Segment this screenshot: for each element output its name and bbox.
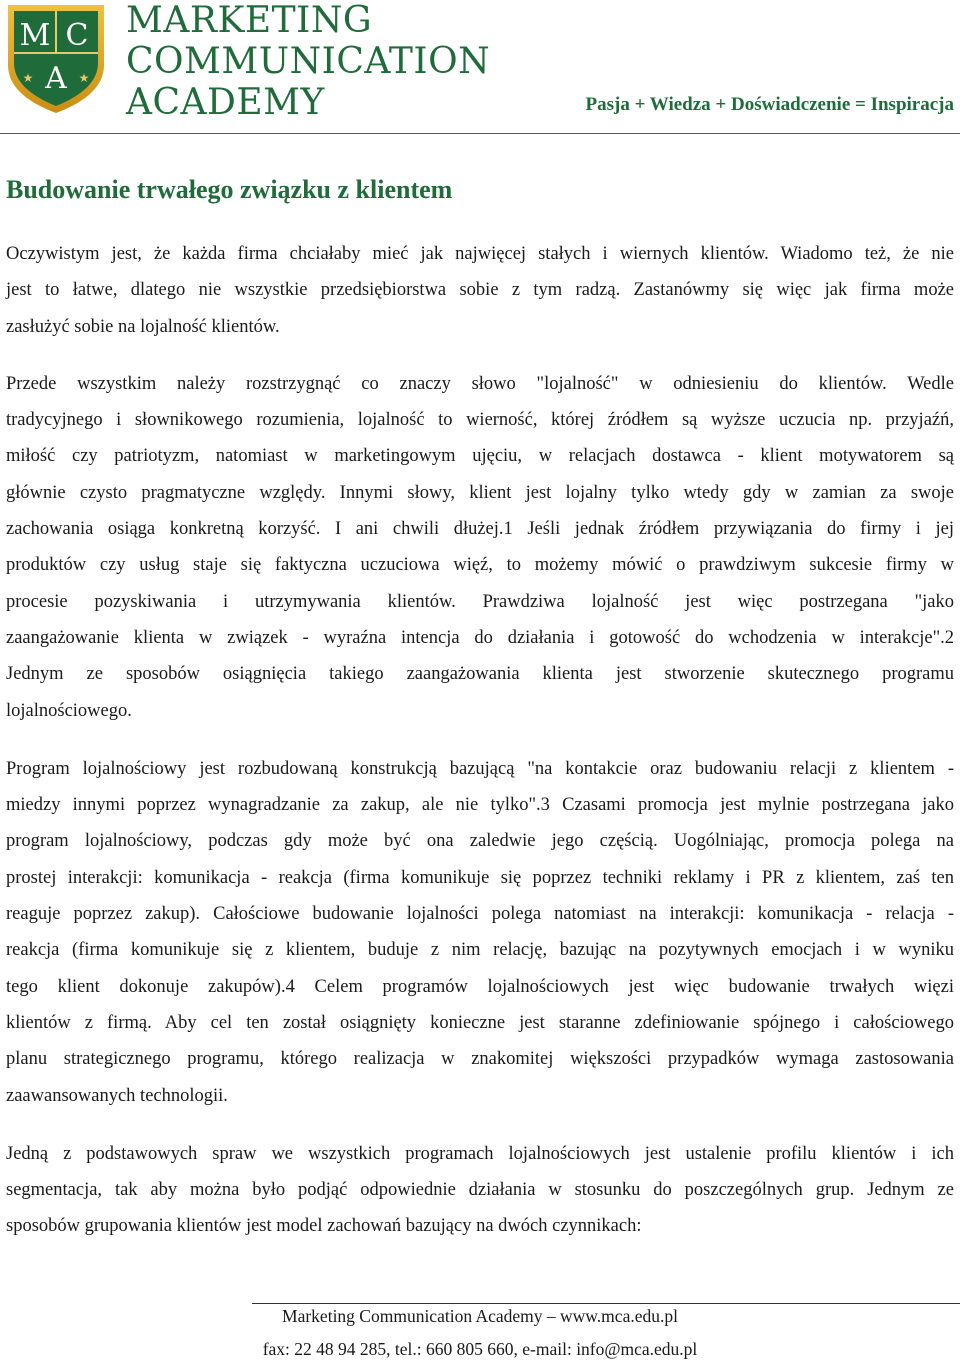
- logo-line-1: MARKETING: [126, 0, 373, 41]
- header-slogan: Pasja + Wiedza + Doświadczenie = Inspiracja: [585, 94, 954, 115]
- text-line: sposobów grupowania klientów jest model zachowań bazujący na dwóch czynnikach:: [6, 1216, 642, 1237]
- footer-line-2: fax: 22 48 94 285, tel.: 660 805 660, e-mail: info@mca.edu.pl: [262, 1339, 698, 1359]
- paragraph: [6, 1136, 954, 1245]
- text-line: zachowania osiąga konkretną korzyść. I ani chwili dłużej.1 Jeśli jednak źródłem przywiązania do firmy i jej: [6, 519, 954, 540]
- header-divider: [0, 133, 960, 134]
- text-line: segmentacja, tak aby można było podjąć odpowiednie działania w stosunku do poszczególnych grup. Jednym ze: [6, 1180, 954, 1201]
- logo-wordmark: [126, 0, 490, 123]
- text-line: Jedną z podstawowych spraw we wszystkich programach lojalnościowych jest ustalenie profilu klientów i ich: [6, 1143, 954, 1164]
- footer-line-1: Marketing Communication Academy – www.mca.edu.pl: [282, 1306, 678, 1326]
- logo-shield: [6, 3, 106, 115]
- page-header: [0, 0, 960, 134]
- text-line: klientów z firmą. Aby cel ten został osiągnięty konieczne jest staranne zdefiniowanie spójnego i całościowego: [6, 1012, 954, 1033]
- text-line: jest to łatwe, dlatego nie wszystkie przedsiębiorstwa sobie z tym radzą. Zastanówmy się więc jak firma może: [6, 280, 954, 301]
- text-line: zaawansowanych technologii.: [6, 1085, 228, 1106]
- logo-line-2: COMMUNICATION: [126, 41, 491, 82]
- text-line: tradycyjnego i słownikowego rozumienia, lojalność to wierność, której źródłem są wyższe uczucia np. przyjaźń,: [6, 410, 954, 431]
- text-line: zaangażowanie klienta w związek - wyraźna intencja do działania i gotowość do wchodzenia w interakcje".2: [6, 627, 954, 648]
- text-line: reaguje poprzez zakup). Całościowe budowanie lojalności polega natomiast na interakcji: komunikacja - relacja -: [6, 904, 954, 925]
- text-line: miedzy innymi poprzez wynagradzanie za zakup, ale nie tylko".3 Czasami promocja jest mylnie postrzegana jako: [6, 795, 954, 816]
- article-title: Budowanie trwałego związku z klientem: [6, 175, 453, 204]
- logo-letter-m: M: [19, 18, 51, 53]
- svg-text:★: ★: [78, 71, 90, 85]
- article-body: [6, 236, 954, 1267]
- text-line: planu strategicznego programu, którego realizacja w znakomitej większości przypadków wymaga zastosowania: [6, 1049, 954, 1070]
- text-line: reakcja (firma komunikuje się z klientem, buduje z nim relację, bazując na pozytywnych emocjach i w wyniku: [6, 940, 954, 961]
- text-line: procesie pozyskiwania i utrzymywania klientów. Prawdziwa lojalność jest więc postrzegana "jako: [6, 591, 954, 612]
- text-line: zasłużyć sobie na lojalność klientów.: [6, 316, 280, 337]
- text-line: Oczywistym jest, że każda firma chciałaby mieć jak najwięcej stałych i wiernych klientów. Wiadomo też, że nie: [6, 244, 954, 264]
- text-line: głównie czysto pragmatyczne względy. Innymi słowy, klient jest lojalny tylko wtedy gdy w zamian za swoje: [6, 482, 954, 503]
- text-line: lojalnościowego.: [6, 700, 132, 721]
- svg-text:★: ★: [22, 71, 34, 85]
- paragraph: [6, 236, 954, 345]
- paragraph: [6, 366, 954, 729]
- text-line: Przede wszystkim należy rozstrzygnąć co znaczy słowo "lojalność" w odniesieniu do klientów. Wedle: [6, 373, 954, 394]
- logo-letter-c: C: [65, 18, 89, 53]
- logo-letter-a: A: [45, 61, 67, 96]
- text-line: prostej interakcji: komunikacja - reakcja (firma komunikuje się poprzez techniki reklamy i PR z klientem, zaś ten: [6, 867, 954, 888]
- paragraph: [6, 751, 954, 1114]
- text-line: Jednym ze sposobów osiągnięcia takiego zaangażowania klienta jest stworzenie skutecznego programu: [6, 664, 954, 685]
- logo-line-3: ACADEMY: [126, 82, 325, 123]
- footer-divider: [252, 1303, 960, 1304]
- text-line: tego klient dokonuje zakupów).4 Celem programów lojalnościowych jest więc budowanie trwałych więzi: [6, 976, 954, 997]
- text-line: program lojalnościowy, podczas gdy może być ona zaledwie jego częścią. Uogólniając, promocja polega na: [6, 831, 954, 852]
- text-line: miłość czy patriotyzm, natomiast w marketingowym ujęciu, w relacjach dostawca - klient motywatorem są: [6, 446, 954, 467]
- text-line: Program lojalnościowy jest rozbudowaną konstrukcją bazującą "na kontakcie oraz budowaniu relacji z klientem -: [6, 758, 954, 779]
- text-line: produktów czy usług staje się faktyczna uczuciowa więź, to możemy mówić o prawdziwym sukcesie firmy w: [6, 555, 954, 576]
